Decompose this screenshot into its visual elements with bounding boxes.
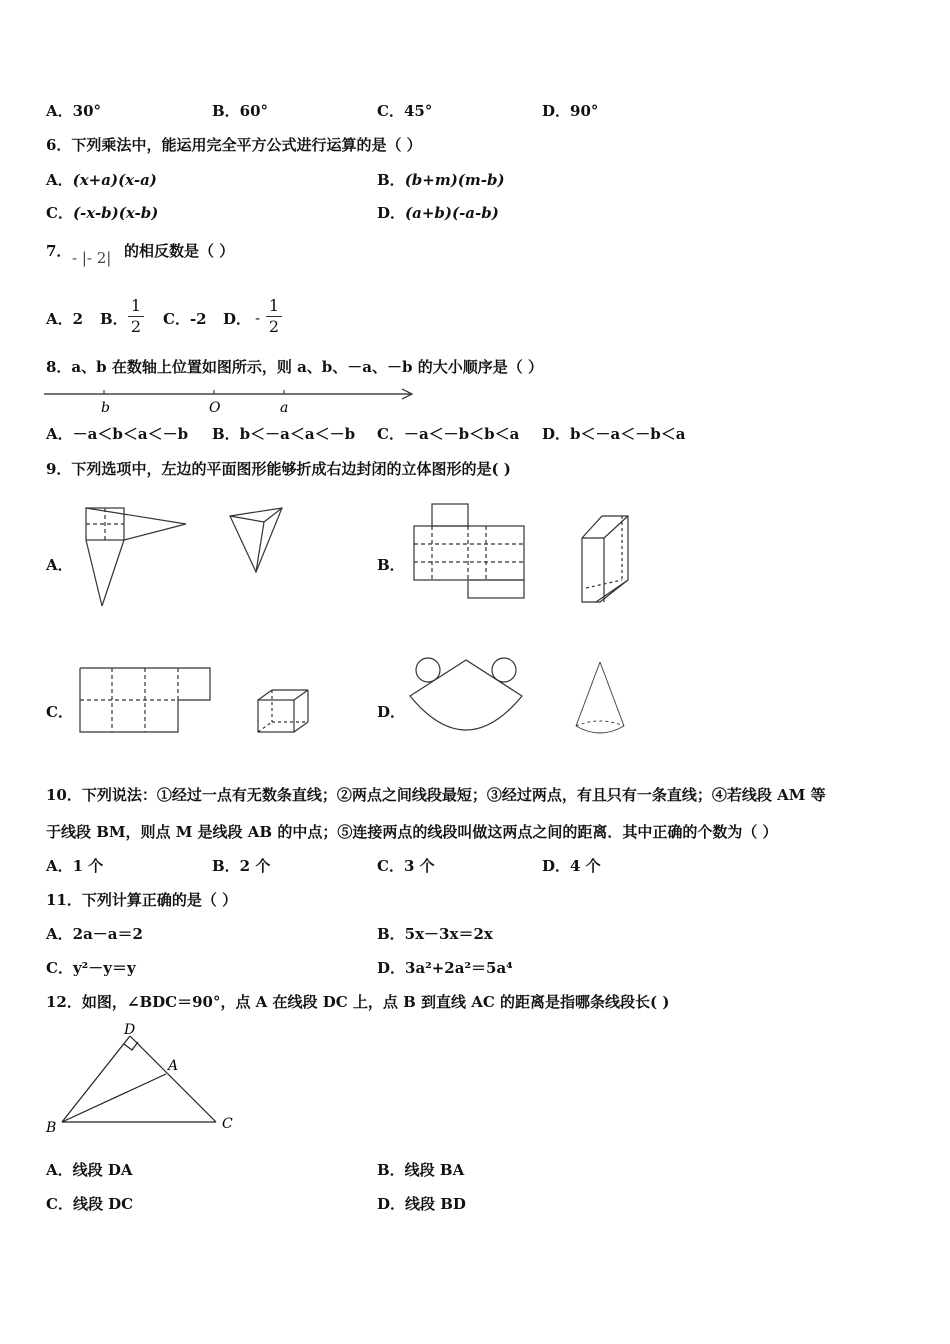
- q9-label-a: A．: [46, 556, 73, 574]
- point-label-c: C: [222, 1116, 233, 1132]
- q9-d-solid-figure: [570, 660, 630, 740]
- q7-stem: 的相反数是（ ）: [124, 242, 235, 260]
- q6-option-b: B．(b+m)(m-b): [377, 171, 505, 189]
- axis-label-o: O: [209, 400, 221, 416]
- q9-stem: 9．下列选项中，左边的平面图形能够折成右边封闭的立体图形的是( ): [46, 460, 511, 478]
- q11-option-d: D．3a²+2a²＝5a⁴: [377, 959, 513, 977]
- q6-option-d: D．(a+b)(-a-b): [377, 204, 499, 222]
- point-label-d: D: [124, 1022, 136, 1038]
- axis-label-a: a: [280, 400, 289, 416]
- point-label-a: A: [168, 1058, 179, 1074]
- q8-option-c: C．－a＜－b＜b＜a: [377, 425, 520, 443]
- q12-option-d: D．线段 BD: [377, 1195, 466, 1213]
- point-label-b: B: [46, 1120, 57, 1136]
- q9-c-net-figure: [78, 664, 218, 739]
- q10-stem-line2: 于线段 BM，则点 M 是线段 AB 的中点；⑤连接两点的线段叫做这两点之间的距离．其中正确的个数为（ ）: [46, 823, 778, 841]
- q9-b-solid-figure: [576, 508, 636, 608]
- q6-stem: 6．下列乘法中，能运用完全平方公式进行运算的是（ ）: [46, 136, 422, 154]
- q9-d-net-figure: [402, 654, 532, 744]
- q9-label-d: D．: [377, 703, 406, 721]
- q7-option-d: D．: [223, 310, 252, 328]
- q12-stem: 12．如图，∠BDC＝90°，点 A 在线段 DC 上，点 B 到直线 AC 的距离是指哪条线段长( ): [46, 993, 670, 1011]
- q7-expression: - |- 2|: [72, 249, 112, 267]
- q12-option-c: C．线段 DC: [46, 1195, 134, 1213]
- q12-option-a: A．线段 DA: [46, 1161, 133, 1179]
- q8-option-b: B．b＜－a＜a＜－b: [212, 425, 356, 443]
- q8-option-a: A．－a＜b＜a＜－b: [46, 425, 189, 443]
- q7-option-a: A．2: [46, 310, 84, 328]
- q8-option-d: D．b＜－a＜－b＜a: [542, 425, 686, 443]
- q5-option-a: A．30°: [46, 102, 102, 120]
- q10-option-d: D．4 个: [542, 857, 601, 875]
- q6-option-a: A．(x+a)(x-a): [46, 171, 157, 189]
- q9-b-net-figure: [410, 500, 530, 605]
- q11-stem: 11．下列计算正确的是（ ）: [46, 891, 238, 909]
- q12-triangle-figure: [44, 1024, 244, 1136]
- q10-stem-line1: 10．下列说法：①经过一点有无数条直线；②两点之间线段最短；③经过两点，有且只有一条直线；④若线段 AM 等: [46, 786, 826, 804]
- q9-a-solid-figure: [224, 502, 294, 582]
- q8-number-line: [44, 385, 424, 417]
- q5-option-c: C．45°: [377, 102, 433, 120]
- q6-option-c: C．(-x-b)(x-b): [46, 204, 159, 222]
- q7-option-c: C．-2: [163, 310, 207, 328]
- q7-option-d-fraction: 1 2: [266, 298, 282, 335]
- q7-option-d-minus: -: [255, 309, 261, 327]
- q9-c-solid-figure: [254, 686, 318, 738]
- q9-label-b: B．: [377, 556, 405, 574]
- q12-option-b: B．线段 BA: [377, 1161, 465, 1179]
- q11-option-a: A．2a－a＝2: [46, 925, 143, 943]
- q10-option-b: B．2 个: [212, 857, 271, 875]
- axis-label-b: b: [101, 400, 110, 416]
- q7-number: 7．: [46, 242, 72, 260]
- q5-option-b: B．60°: [212, 102, 269, 120]
- q5-option-d: D．90°: [542, 102, 599, 120]
- q11-option-b: B．5x－3x＝2x: [377, 925, 493, 943]
- q11-option-c: C．y²－y＝y: [46, 959, 136, 977]
- q9-a-net-figure: [82, 504, 192, 614]
- q7-option-b: B．: [100, 310, 128, 328]
- q9-label-c: C．: [46, 703, 73, 721]
- q8-stem: 8．a、b 在数轴上位置如图所示，则 a、b、－a、－b 的大小顺序是（ ）: [46, 358, 543, 376]
- q7-option-b-fraction: 1 2: [128, 298, 144, 335]
- q10-option-a: A．1 个: [46, 857, 104, 875]
- q10-option-c: C．3 个: [377, 857, 435, 875]
